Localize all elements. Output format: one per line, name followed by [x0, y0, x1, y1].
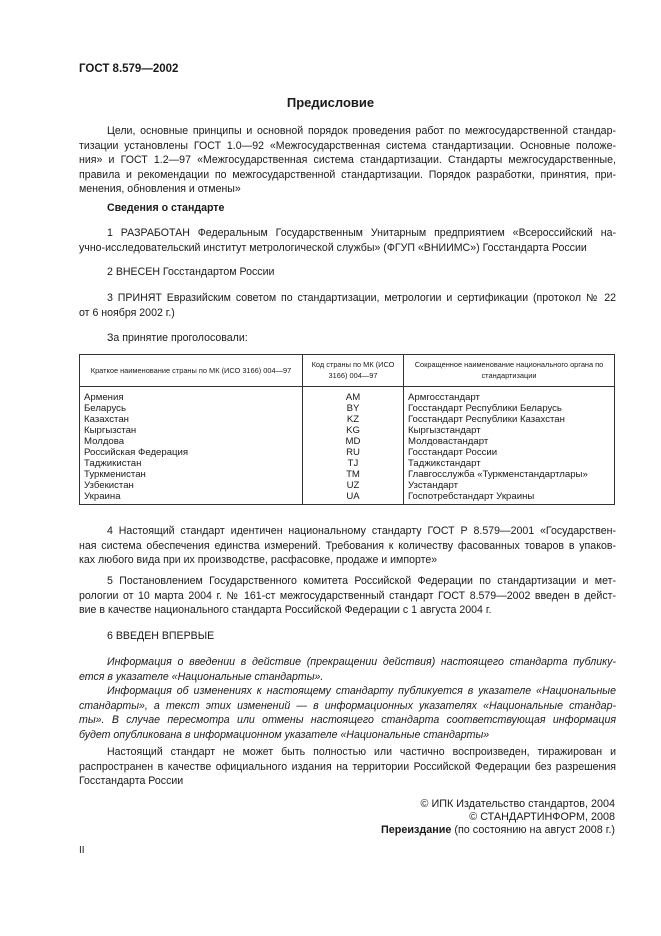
country-cell: Узбекистан — [80, 480, 303, 491]
item-3-paragraph — [79, 291, 616, 320]
page-title: Предисловие — [286, 95, 375, 110]
body-cell: Госстандарт Республики Казахстан — [404, 414, 615, 425]
body-cell: Узстандарт — [404, 480, 615, 491]
code-cell: RU — [303, 447, 404, 458]
table-row — [80, 491, 615, 505]
code-cell: TJ — [303, 458, 404, 469]
text-line: правила и рекомендации по межгосударственной стандартизации. Порядок разработки, принятия, при- — [79, 168, 616, 181]
text-line: менения, обновления и отмены» — [79, 183, 241, 195]
body-cell: Армгосстандарт — [404, 387, 615, 404]
text-line: Информация о введении в действие (прекращении действия) настоящего стандарта публику- — [107, 656, 616, 668]
text-line: Цели, основные принципы и основной порядок проведения работ по межгосударственной стандар- — [107, 125, 616, 137]
text-line: от 6 ноября 2002 г.) — [79, 306, 175, 319]
code-cell: KG — [303, 425, 404, 436]
body-cell: Госстандарт России — [404, 447, 615, 458]
item-2-paragraph: 2 ВНЕСЕН Госстандартом России — [107, 266, 275, 278]
table-row — [80, 414, 615, 425]
text-line: рологии от 10 марта 2004 г. № 161-ст межгосударственный стандарт ГОСТ 8.579—2002 введен в дейст- — [79, 589, 616, 602]
country-cell: Молдова — [80, 436, 303, 447]
table-header-row — [80, 355, 615, 387]
code-cell: AM — [303, 387, 404, 404]
code-cell: KZ — [303, 414, 404, 425]
text-line: вие в качестве национального стандарта Российской Федерации с 1 августа 2004 г. — [79, 604, 492, 616]
copyright-paragraph — [79, 745, 616, 789]
vote-label: За принятие проголосовали: — [107, 332, 248, 344]
column-header-code: Код страны по МК (ИСО 3166) 004—97 — [303, 355, 404, 387]
country-cell: Российская Федерация — [80, 447, 303, 458]
table-row — [80, 469, 615, 480]
text-line: 4 Настоящий стандарт идентичен национальному стандарту ГОСТ Р 8.579—2001 «Государствен- — [107, 525, 616, 537]
country-cell: Кыргызстан — [80, 425, 303, 436]
item-5-paragraph — [79, 574, 616, 618]
country-cell: Таджикистан — [80, 458, 303, 469]
imprint-line: © ИПК Издательство стандартов, 2004 — [420, 798, 615, 810]
reissue-label: Переиздание — [380, 824, 452, 836]
imprint-line: © СТАНДАРТИНФОРМ, 2008 — [469, 811, 615, 823]
table-row — [80, 480, 615, 491]
table-row — [80, 425, 615, 436]
info-intro-paragraph — [79, 655, 616, 742]
body-cell: Таджикстандарт — [404, 458, 615, 469]
text-line: ния» и ГОСТ 1.2—97 «Межгосударственная система стандартизации. Стандарты межгосударственные, — [79, 154, 616, 166]
country-cell: Армения — [80, 387, 303, 404]
text-line: ты». В случае пересмотра или отмены настоящего стандарта соответствующая информация — [79, 714, 616, 726]
country-cell: Казахстан — [80, 414, 303, 425]
table-row — [80, 387, 615, 404]
text-line: стандарты», а текст этих изменений — в информационных указателях «Национальные стандар- — [79, 699, 616, 712]
item-1-paragraph — [79, 226, 616, 255]
code-cell: BY — [303, 403, 404, 414]
table-row — [80, 403, 615, 414]
section-heading: Сведения о стандарте — [107, 202, 225, 214]
member-states-table — [79, 354, 615, 505]
body-cell: Госпотребстандарт Украины — [404, 491, 615, 505]
body-cell: Госстандарт Республики Беларусь — [404, 403, 615, 414]
body-cell: Молдовастандарт — [404, 436, 615, 447]
text-line: Госстандарта России — [79, 775, 184, 787]
text-line: ная система обеспечения единства измерений. Требования к количеству фасованных товаров в упаков- — [79, 539, 616, 552]
reissue-line — [381, 824, 615, 837]
text-line: Настоящий стандарт не может быть полностью или частично воспроизведен, тиражирован и — [107, 746, 616, 758]
code-cell: MD — [303, 436, 404, 447]
column-header-body: Сокращенное наименование национального органа по стандартизации — [404, 355, 615, 387]
code-cell: UA — [303, 491, 404, 505]
country-cell: Украина — [80, 491, 303, 505]
text-line: 1 РАЗРАБОТАН Федеральным Государственным Унитарным предприятием «Всероссийский на- — [107, 227, 616, 239]
column-header-country: Краткое наименование страны по МК (ИСО 3166) 004—97 — [80, 355, 303, 387]
body-cell: Кыргызстандарт — [404, 425, 615, 436]
text-line: 5 Постановлением Государственного комитета Российской Федерации по стандартизации и мет- — [107, 575, 616, 587]
page-number: II — [79, 845, 85, 856]
text-line: учно-исследовательский институт метрологической службы» (ФГУП «ВНИИМС») Госстандарта России — [79, 241, 587, 254]
table-row — [80, 458, 615, 469]
table-row — [80, 436, 615, 447]
item-4-paragraph — [79, 524, 616, 568]
text-line: будет опубликована в информационном указателе «Национальные стандарты» — [79, 728, 490, 741]
intro-paragraph — [79, 124, 616, 197]
text-line: распространен в качестве официального издания на территории Российской Федерации без разрешения — [79, 760, 616, 773]
reissue-date: (по состоянию на август 2008 г.) — [451, 824, 615, 836]
code-cell: UZ — [303, 480, 404, 491]
text-line: тизации установлены ГОСТ 1.0—92 «Межгосударственная система стандартизации. Основные положе- — [79, 139, 616, 152]
text-line: ках любого вида при их производстве, расфасовке, продаже и импорте» — [79, 554, 438, 566]
text-line: Информация об изменениях к настоящему стандарту публикуется в указателе «Национальные — [107, 685, 616, 697]
country-cell: Беларусь — [80, 403, 303, 414]
code-cell: TM — [303, 469, 404, 480]
table-row — [80, 447, 615, 458]
body-cell: Главгосслужба «Туркменстандартлары» — [404, 469, 615, 480]
document-id: ГОСТ 8.579—2002 — [79, 63, 179, 75]
country-cell: Туркменистан — [80, 469, 303, 480]
imprint-block — [381, 798, 615, 837]
item-6-paragraph: 6 ВВЕДЕН ВПЕРВЫЕ — [107, 630, 215, 642]
text-line: 3 ПРИНЯТ Евразийским советом по стандартизации, метрологии и сертификации (протокол № 22 — [107, 292, 616, 304]
text-line: ется в указателе «Национальные стандарты». — [79, 670, 324, 683]
